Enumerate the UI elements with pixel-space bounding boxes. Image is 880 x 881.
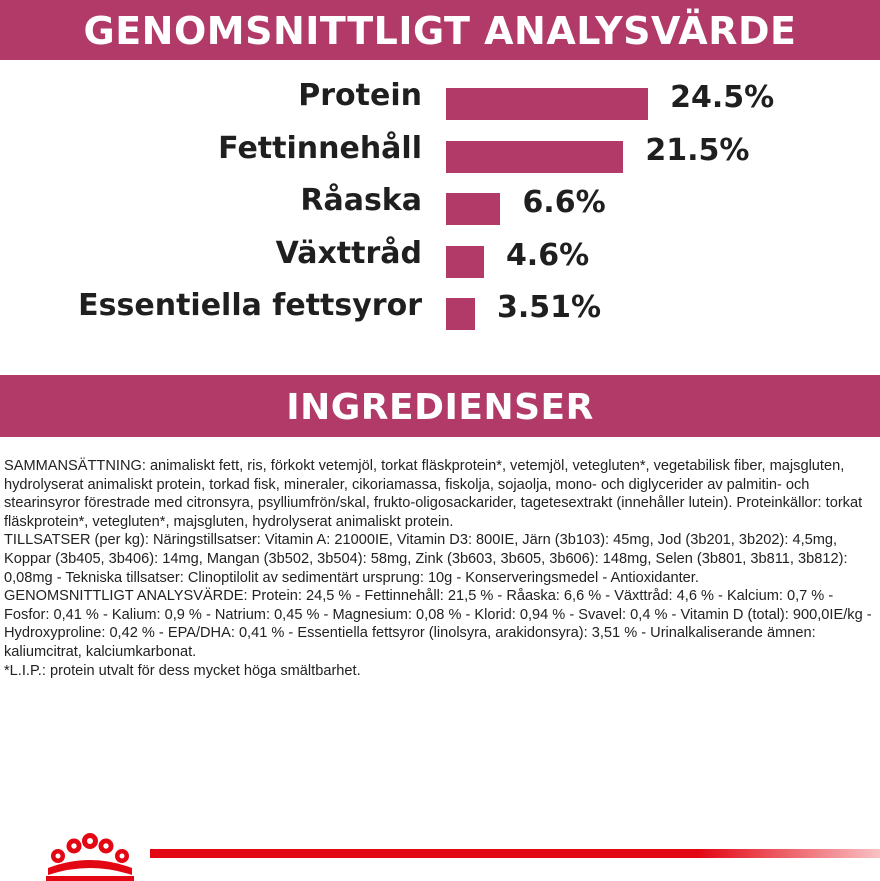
analysis-value: 21.5% xyxy=(645,132,750,168)
analysis-row xyxy=(0,74,880,126)
analysis-label: Essentiella fettsyror xyxy=(78,288,422,323)
composition-paragraph: SAMMANSÄTTNING: animaliskt fett, ris, förkokt vetemjöl, torkat fläskprotein*, vetemjöl, vetegluten*, vegetabilisk fiber, majsgluten, hydrolyserat animaliskt protein, torkad fisk, mineraler, cikoriamassa, fiskolja, sojaolja, mono- och diglycerider av palmitin- och stearinsyror förestrade med citronsyra, psylliumfrön/skal, frukto-oligosackarider, tagetesextrakt (innehåller lutein). Proteinkällor: torkat fläskprotein*, vetegluten*, majsgluten, hydrolyserat animaliskt protein. xyxy=(4,458,863,530)
analysis-bar xyxy=(446,246,484,278)
royal-canin-crown-icon xyxy=(40,828,140,881)
ingredients-heading: INGREDIENSER xyxy=(0,375,880,437)
analysis-value: 4.6% xyxy=(505,237,590,273)
footnote-paragraph: *L.I.P.: protein utvalt för dess mycket höga smältbarhet. xyxy=(4,662,361,679)
analysis-bar xyxy=(446,193,500,225)
analysis-row xyxy=(0,127,880,179)
analysis-label: Råaska xyxy=(300,183,422,218)
analysis-label: Fettinnehåll xyxy=(218,130,422,166)
analysis-label: Växttråd xyxy=(275,235,422,271)
analysis-paragraph: GENOMSNITTLIGT ANALYSVÄRDE: Protein: 24,5 % - Fettinnehåll: 21,5 % - Råaska: 6,6 % - Växttråd: 4,6 % - Kalcium: 0,7 % - Fosfor: 0,41 % - Kalium: 0,9 % - Natrium: 0,45 % - Magnesium: 0,08 % - Klorid: 0,94 % - Svavel: 0,4 % - Vitamin D (total): 900,0IE/kg - Hydroxyproline: 0,42 % - EPA/DHA: 0,41 % - Essentiella fettsyror (linolsyra, arakidonsyra): 3,51 % - Urinalkaliserande ämnen: kaliumcitrat, kalciumkarbonat. xyxy=(4,588,872,660)
analysis-bar xyxy=(446,88,648,120)
analysis-value: 6.6% xyxy=(522,185,606,220)
analysis-heading: GENOMSNITTLIGT ANALYSVÄRDE xyxy=(0,0,880,60)
analysis-value: 24.5% xyxy=(670,80,775,115)
analysis-bar xyxy=(446,298,475,330)
ingredients-text xyxy=(4,457,876,680)
analysis-row xyxy=(0,284,880,336)
additives-paragraph: TILLSATSER (per kg): Näringstillsatser: Vitamin A: 21000IE, Vitamin D3: 800IE, Järn (3b103): 45mg, Jod (3b201, 3b202): 4,5mg, Koppar (3b405, 3b406): 14mg, Mangan (3b502, 3b504): 58mg, Zink (3b603, 3b605, 3b606): 148mg, Selen (3b801, 3b811, 3b812): 0,08mg - Tekniska tillsatser: Clinoptilolit av sedimentärt ursprung: 10g - Konserveringsmedel - Antioxidanter. xyxy=(4,532,848,586)
analysis-row xyxy=(0,232,880,284)
analysis-bar xyxy=(446,141,623,173)
analysis-value: 3.51% xyxy=(496,290,602,325)
footer-accent-line xyxy=(150,849,880,858)
analysis-row xyxy=(0,179,880,231)
analysis-label: Protein xyxy=(298,78,422,113)
